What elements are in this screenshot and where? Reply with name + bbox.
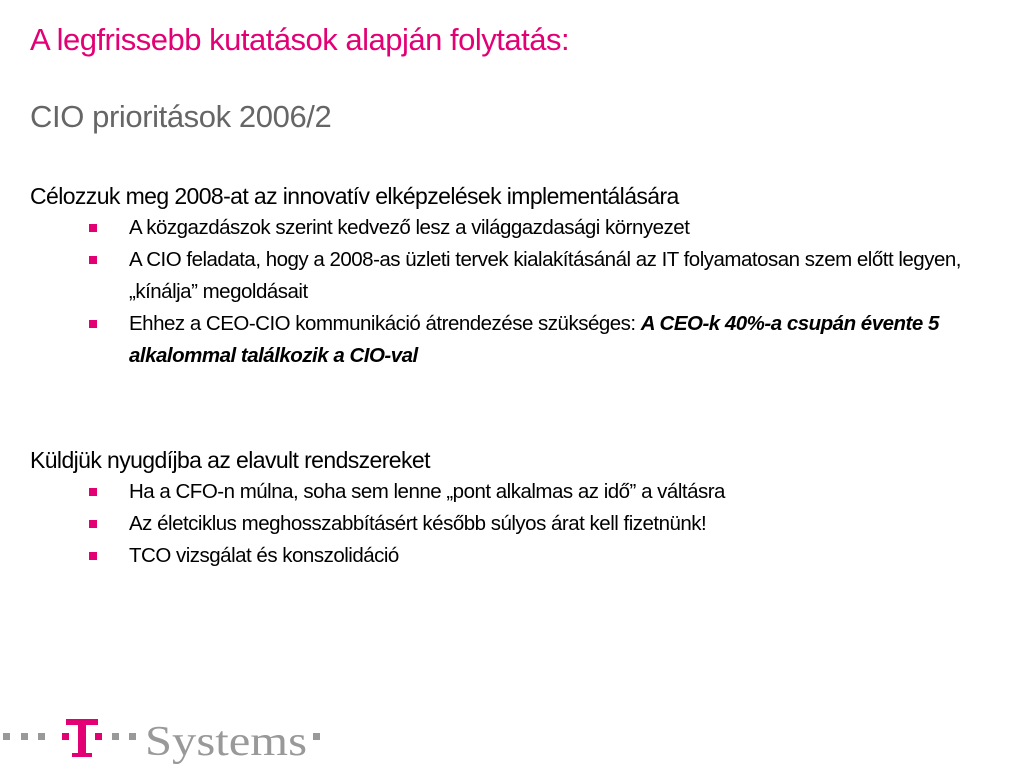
tsystems-logo-icon [0, 708, 330, 768]
bullet-item [30, 308, 1005, 372]
bullet-text: TCO vizsgálat és konszolidáció [129, 544, 399, 567]
section-legacy [30, 445, 1005, 572]
bullet-list [30, 476, 1005, 572]
logo-brand-name: Systems [145, 719, 307, 765]
slide-subtitle: CIO prioritások 2006/2 [30, 99, 332, 134]
bullet-text: A közgazdászok szerint kedvező lesz a világgazdasági környezet [129, 216, 690, 239]
bullet-item [30, 540, 1005, 572]
bullet-square-icon [89, 488, 97, 496]
slide-title: A legfrissebb kutatások alapján folytatás: [30, 22, 570, 57]
section-heading: Küldjük nyugdíjba az elavult rendszereket [30, 447, 430, 473]
bullet-item [30, 476, 1005, 508]
bullet-item [30, 508, 1005, 540]
bullet-text: A CIO feladata, hogy a 2008-as üzleti tervek kialakításánál az IT folyamatosan szem előtt legyen, „kínálja” megoldásait [129, 248, 961, 303]
bullet-emphasis-text: A CEO-k 40%-a csupán évente 5 alkalommal találkozik a CIO-val [129, 312, 939, 367]
bullet-square-icon [89, 552, 97, 560]
logo-dots-left [3, 733, 45, 740]
bullet-square-icon [89, 224, 97, 232]
bullet-item [30, 212, 1005, 244]
section-innovation [30, 181, 1005, 372]
tsystems-logo [0, 708, 330, 768]
bullet-text: Ehhez a CEO-CIO kommunikáció átrendezése szükséges: [129, 312, 641, 335]
bullet-text: Az életciklus meghosszabbításért később súlyos árat kell fizetnünk! [129, 512, 707, 535]
bullet-text: Ha a CFO-n múlna, soha sem lenne „pont alkalmas az idő” a váltásra [129, 480, 725, 503]
telekom-t-mark [62, 719, 102, 757]
bullet-square-icon [89, 520, 97, 528]
bullet-square-icon [89, 320, 97, 328]
bullet-list [30, 212, 1005, 372]
bullet-item [30, 244, 1005, 308]
bullet-square-icon [89, 256, 97, 264]
section-heading: Célozzuk meg 2008-at az innovatív elképzelések implementálására [30, 183, 679, 209]
